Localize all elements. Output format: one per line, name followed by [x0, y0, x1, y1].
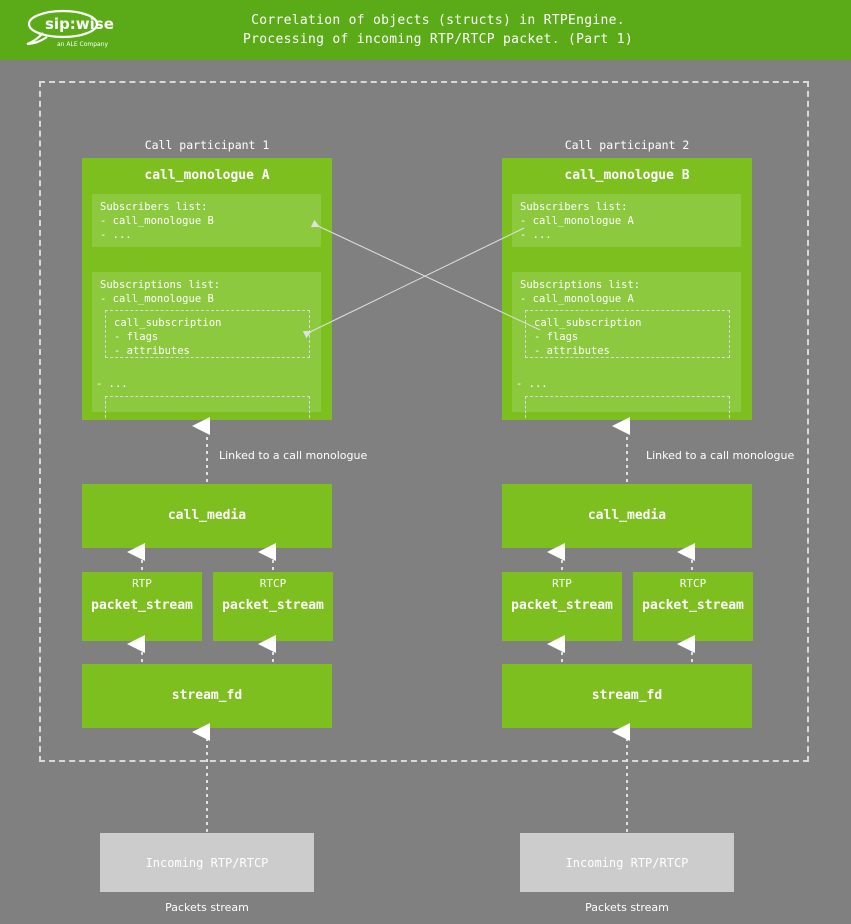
subscribers-item-2-0: - call_monologue A: [520, 215, 634, 227]
link-note-2: Linked to a call monologue: [646, 449, 795, 462]
subscriptions-item-2-0: - call_monologue A: [520, 293, 634, 305]
stream-fd-label-2: stream_fd: [591, 688, 663, 703]
subscribers-heading-2: Subscribers list:: [520, 201, 628, 213]
link-note-1: Linked to a call monologue: [219, 449, 368, 462]
subscribers-heading-1: Subscribers list:: [100, 201, 208, 213]
subscribers-item-1-0: - call_monologue B: [100, 215, 214, 227]
packet-stream-rtp-box-1[interactable]: [82, 572, 202, 641]
packets-stream-label-2: Packets stream: [585, 901, 669, 914]
packets-stream-label-1: Packets stream: [165, 901, 249, 914]
call-subscription-item-2-0: - flags: [534, 331, 579, 343]
incoming-rtp-label-1: Incoming RTP/RTCP: [145, 855, 269, 870]
subscribers-list-2: [512, 194, 741, 247]
subscriptions-last-item-2: - ...: [516, 378, 548, 390]
subscribers-item-2-1: - ...: [520, 229, 552, 241]
call-media-box-2[interactable]: [502, 484, 752, 548]
header-title-line2: Processing of incoming RTP/RTCP packet. (Part 1): [242, 32, 634, 47]
svg-text:an ALE Company: an ALE Company: [56, 41, 108, 48]
subscriptions-heading-2: Subscriptions list:: [520, 279, 641, 291]
svg-text:sip:wise: sip:wise: [44, 15, 114, 33]
packet-stream-rtcp-proto-1: RTCP: [259, 577, 287, 590]
call-subscription-title-1: call_subscription: [114, 317, 222, 329]
call-media-label-1: call_media: [167, 508, 247, 523]
stream-fd-box-1[interactable]: [82, 664, 332, 728]
packet-stream-rtcp-box-2[interactable]: [633, 572, 753, 641]
call-media-label-2: call_media: [587, 508, 667, 523]
subscriptions-item-1-0: - call_monologue B: [100, 293, 214, 305]
stream-fd-label-1: stream_fd: [171, 688, 243, 703]
incoming-rtp-box-1[interactable]: [100, 833, 314, 892]
header-bar: [0, 0, 851, 60]
call-subscription-box-2-ghost: [525, 396, 730, 418]
packet-stream-rtp-proto-1: RTP: [132, 577, 152, 590]
packet-stream-rtcp-box-1[interactable]: [213, 572, 333, 641]
packet-stream-rtp-label-1: packet_stream: [91, 598, 193, 613]
packet-stream-rtp-proto-2: RTP: [552, 577, 572, 590]
sipwise-logo-svg: [23, 6, 133, 54]
subscribers-list-1: [92, 194, 321, 247]
call-subscription-box-1-ghost: [105, 396, 310, 418]
packet-stream-rtcp-label-1: packet_stream: [222, 598, 324, 613]
call-subscription-box-1[interactable]: [105, 310, 310, 358]
call-subscription-item-2-1: - attributes: [534, 345, 610, 357]
subscriptions-heading-1: Subscriptions list:: [100, 279, 221, 291]
stream-fd-box-2[interactable]: [502, 664, 752, 728]
sipwise-logo: [0, 0, 155, 60]
packet-stream-rtp-label-2: packet_stream: [511, 598, 613, 613]
call-media-box-1[interactable]: [82, 484, 332, 548]
column-label-2: Call participant 2: [564, 138, 690, 152]
call-monologue-title-1: call_monologue A: [144, 168, 270, 183]
call-monologue-title-2: call_monologue B: [564, 168, 690, 183]
packet-stream-rtcp-label-2: packet_stream: [642, 598, 744, 613]
packet-stream-rtp-box-2[interactable]: [502, 572, 622, 641]
call-subscription-title-2: call_subscription: [534, 317, 642, 329]
call-subscription-item-1-0: - flags: [114, 331, 159, 343]
header-title: [155, 11, 851, 49]
header-title-line1: Correlation of objects (structs) in RTPEngine.: [251, 13, 625, 28]
column-label-1: Call participant 1: [144, 138, 270, 152]
call-subscription-item-1-1: - attributes: [114, 345, 190, 357]
incoming-rtp-label-2: Incoming RTP/RTCP: [565, 855, 689, 870]
subscribers-item-1-1: - ...: [100, 229, 132, 241]
packet-stream-rtcp-proto-2: RTCP: [679, 577, 707, 590]
call-subscription-box-2[interactable]: [525, 310, 730, 358]
incoming-rtp-box-2[interactable]: [520, 833, 734, 892]
subscriptions-last-item-1: - ...: [96, 378, 128, 390]
